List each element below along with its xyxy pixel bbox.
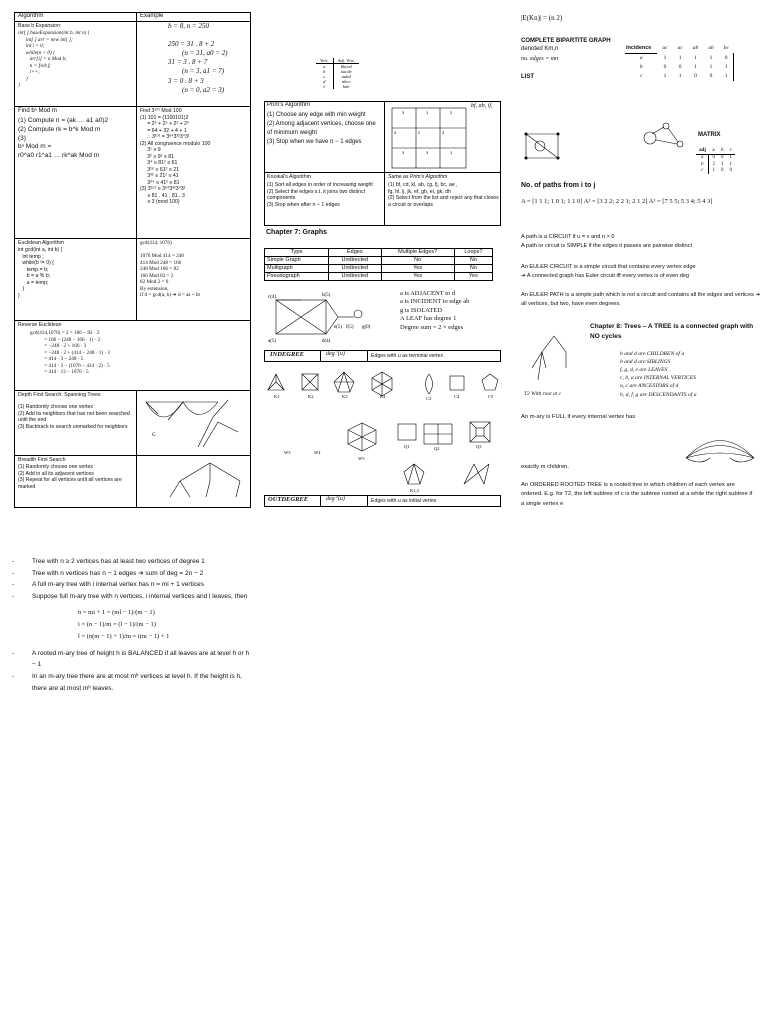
matrix-cell: 0 <box>712 155 715 161</box>
rooted-tree <box>524 330 584 395</box>
adj-row <box>316 84 359 89</box>
ordered-tree-text: An ORDERED ROOTED TREE is a rooted tree in which children of each vertex are ordered. E.g. for T2, the left subtree of c is the subtree rooted at a while the right subtree if a single vertex e <box>521 482 753 507</box>
find-bn-example: Find 3¹⁰¹ Mod 100 (1) 101 = (1100101)2 = 2⁶ + 2⁵ + 2² + 2⁰ = 64 + 32 + 4 + 1 ∴ 3¹⁰¹ = 3⁶⁴3³²3⁴3¹ (2) All congruence modulo 100 3¹ ≡ 9 3² ≡ 9² ≡ 81 3⁴ ≡ 81² ≡ 61 3¹⁶ ≡ 61² ≡ 21 3³² ≡ 21² ≡ 41 3⁶⁴ ≡ 41² ≡ 81 (3) 3¹⁰¹ ≡ 3⁶⁴3³²3⁴3¹ ≡ 81 . 41 . 81 . 3 ≡ 3 (mod 100) <box>140 108 211 205</box>
bfs-steps: (1) Randomly choose one vertex (2) Add in all its adjacent vertices (3) Repeat for all vertices until all vertices are marked <box>18 464 122 490</box>
header-example: Example <box>140 13 164 19</box>
outdegree-sym: deg⁺(u) <box>326 496 345 502</box>
prims-row-rule <box>264 172 501 173</box>
incidence-cell: 1 <box>678 54 682 61</box>
adj-neighbors: bde <box>342 84 350 89</box>
row-rule-1 <box>14 106 251 107</box>
euclidean-example: gcd(414, 1076) 1076 Mod 414 = 248 414 Mod 248 = 166 248 Mod 166 = 82 166 Mod 82 = 2 82 Mod 2 = 0 By extension, if d = gcd(a, b) ➔ d = as + bt <box>140 240 200 298</box>
svg-text:3: 3 <box>426 150 429 155</box>
graph-shape-label: K4 <box>380 394 386 399</box>
adj-neighbors: abce <box>341 79 351 84</box>
svg-text:2: 2 <box>418 130 421 135</box>
adj-vertex: b <box>316 69 333 74</box>
adj-vertex: c <box>316 74 333 79</box>
find-bn-title: Find bⁿ Mod m <box>18 108 57 114</box>
svg-text:1: 1 <box>450 150 453 155</box>
matrix-cell: 1 <box>729 161 732 167</box>
indegree-div2 <box>367 350 368 362</box>
adj-header-vert: Vert. <box>316 58 333 64</box>
bipartite-edges: no. edges = mn <box>521 56 559 62</box>
bipartite-sub: denoted Km,n <box>521 46 559 52</box>
svg-text:3: 3 <box>402 150 405 155</box>
euclidean-title: Euclidean Algorithm <box>18 240 64 246</box>
svg-text:3: 3 <box>442 130 445 135</box>
graph-type-row <box>265 256 493 264</box>
degree-vertex-label: f(5) <box>346 325 354 330</box>
graph-type-cell: Undirected <box>329 256 381 264</box>
indegree-desc: Edges with u as terminal vertex <box>371 353 444 359</box>
dfs-title: Depth First Search: Spanning Trees <box>18 392 101 398</box>
incidence-cell: a <box>639 54 643 61</box>
header-algorithm: Algorithm <box>18 13 44 19</box>
matrix-cell: 2 <box>712 161 715 167</box>
outdegree-div2 <box>367 495 368 507</box>
incidence-cell: 1 <box>663 54 667 61</box>
base-expansion-example: b = 8, n = 250 250 = 31 . 8 + 2 (n = 31, a0 = 2) 31 = 3 . 8 + 7 (n = 3, a1 = 7) 3 = 0 . 8 + 3 (n = 0, a2 = 3) <box>168 22 228 94</box>
kruskal-steps: (1) Sort all edges in order of increasing weight (2) Select the edges s.t. it joins two distinct components (3) Stop when after n − 1 edges <box>267 182 373 208</box>
incidence-cell: 1 <box>663 72 667 79</box>
bottom-list-item: - In an m-ary tree there are at most mʰ vertices at level h. If the height is h, there are at most mʰ leaves. <box>12 671 252 694</box>
incidence-cell: 1 <box>694 63 697 70</box>
incidence-cell: c <box>639 72 643 79</box>
indegree-label: INDEGREE <box>270 351 304 358</box>
indegree-sym: deg⁻(u) <box>326 351 345 357</box>
bottom-notes <box>12 556 252 695</box>
incidence-cell: 0 <box>709 72 713 79</box>
adjacency-list <box>316 58 359 89</box>
row-rule-2 <box>14 238 251 239</box>
same-as-prims-title: Same as Prim's Algorithm <box>388 174 448 180</box>
paths-title: No. of paths from i to j <box>521 182 596 189</box>
matrix-cell: 0 <box>729 167 732 173</box>
bottom-list-item: - A full m-ary tree with i internal vertex has n = mi + 1 vertices <box>12 579 252 591</box>
find-bn-steps: (1) Compute n = (ak … a1 a0)2 (2) Compute rk = b^k Mod m (3) bⁿ Mod m = r0^a0 r1^a1 … rk^ak Mod m <box>18 117 109 160</box>
adj-vertex: a <box>316 64 333 70</box>
adj-neighbors: aabd <box>341 74 351 79</box>
incidence-cell: 1 <box>678 72 682 79</box>
graph-shape-label: K3 <box>342 394 348 399</box>
svg-text:2: 2 <box>450 110 453 115</box>
degree-notes: a is ADJACENT to d a is INCIDENT to edge ab g is ISOLATED A LEAF has degree 1 Degree sum = 2 × edges <box>400 290 470 331</box>
incidence-header: ac <box>662 45 668 52</box>
graph-shape-label: Q3 <box>476 444 482 449</box>
paths-formula-text: A = [1 1 1; 1 0 1; 1 1 0] A² = [3 2 2; 2 2 1; 2 1 2] A³ = [7 5 5; 5 3 4; 5 4 3] <box>521 198 713 205</box>
row-rule-5 <box>14 455 251 456</box>
incidence-header: ab <box>692 45 699 52</box>
col1-divider-lower <box>136 390 137 508</box>
incidence-label: incidence <box>625 44 657 53</box>
prims-result: bf, ab, if, <box>471 103 493 109</box>
dfs-steps: (1) Randomly choose one vertex (2) Add its neighbors that has not been searched until the end (3) Backtrack to search unmarked for neighbors <box>18 404 130 430</box>
bottom-list <box>12 556 252 603</box>
graph-types-header: Multiple Edges? <box>381 249 454 257</box>
graph-types-header: Type <box>265 249 329 257</box>
degree-vertex-label: c(4) <box>268 295 277 300</box>
degree-vertex-label: d(4) <box>322 339 331 344</box>
special-graphs <box>264 368 504 498</box>
adj-neighbors: aacde <box>340 69 352 74</box>
matrix-cell: 1 <box>720 161 724 167</box>
directed-graph <box>640 118 690 158</box>
degree-vertex-label: e(5) <box>334 325 343 330</box>
graph-type-cell: No <box>381 256 454 264</box>
adj-header-adj: Adj. Vert. <box>333 58 359 64</box>
bottom-list-item: - Tree with n vertices has n − 1 edges ➔ sum of deg = 2n − 2 <box>12 568 252 580</box>
graph-shape-label: Q1 <box>404 444 410 449</box>
graph-type-row <box>265 272 493 280</box>
graph-shape-label: C4 <box>454 394 460 399</box>
incidence-cell: 1 <box>709 63 713 70</box>
bottom-list-item: - Tree with n ≥ 2 vertices has at least two vertices of degree 1 <box>12 556 252 568</box>
matrix-cell: b <box>696 162 709 168</box>
graph-type-cell: Multigraph <box>265 264 329 272</box>
matrix-cell: 1 <box>712 167 715 173</box>
incidence-cell: 1 <box>694 54 697 61</box>
kruskal-title: Kruskal's Algorithm <box>267 174 311 180</box>
graph-types-header: Loops? <box>454 249 492 257</box>
matrix-header: c <box>726 148 735 155</box>
reverse-euclidean-lines: gcd(414,1076) = 2 = 166 − 82 · 2 = 166 − (248 − 166 · 1) · 2 = −248 · 2 + 166 · 3 = −248 · 2 + (414 − 248 · 1) · 3 = 414 · 3 − 248 · 5 = 414 · 3 − (1076 − 414 · 2) · 5 = 414 · 13 − 1076 · 5 <box>30 330 110 375</box>
degree-vertex-label: b(5) <box>322 293 331 298</box>
edge-count: |E(Kn)| = (n 2) <box>521 14 563 22</box>
graph-shape-label: Q2 <box>434 446 440 451</box>
svg-text:1: 1 <box>426 110 429 115</box>
graph-type-cell: No <box>454 256 492 264</box>
base-expansion-code: int[ ] baseExpansion(int b, int n) { int[ ] arr = new int[ ]; int i = 0; while(n > 0) { arr[i] = n Mod b; n = ⌊n/b⌋; i++; } } <box>18 30 90 88</box>
incidence-row <box>625 63 734 72</box>
graph-shape-label: K1 <box>274 394 280 399</box>
euler-circuit-text: An EULER CIRCUIT is a simple circuit that contains every vertex edge ➔ A connected graph has Euler circuit iff every vertex is of even deg <box>521 264 696 279</box>
graph-shape-label: K2,3 <box>410 488 419 493</box>
incidence-cell: 0 <box>663 63 667 70</box>
adj-neighbors: bbced <box>340 64 352 69</box>
bottom-list-2 <box>12 648 252 695</box>
matrix-cell: 0 <box>720 155 724 161</box>
graph-shape-label: W5 <box>358 456 365 461</box>
matrix-header: a <box>709 148 718 155</box>
prims-graph <box>388 104 470 172</box>
matrix-header: adj <box>696 148 709 155</box>
incidence-cell: 0 <box>678 63 682 70</box>
matrix-header: b <box>718 148 727 155</box>
incidence-cell: 0 <box>719 53 734 62</box>
prims-steps: (1) Choose any edge with min weight (2) Among adjacent vertices, choose one of minimum weight (3) Stop when we have n − 1 edges <box>267 112 376 145</box>
chapter7-title: Chapter 7: Graphs <box>266 229 328 236</box>
matrix-cell: 0 <box>720 167 724 173</box>
paths-formula <box>521 198 712 205</box>
adj-vertex: d <box>316 79 333 84</box>
degree-vertex-label: a(5) <box>268 339 277 344</box>
matrix-label: MATRIX <box>698 132 721 138</box>
outdegree-div1 <box>320 495 321 507</box>
svg-text:4: 4 <box>394 130 397 135</box>
same-as-prims-steps: (1) bf, cd, kl, ab, cg, fj, bc, ae , fg, hl, ij, jk, ef, gh, ei, gk, dh (2) Select from the list and reject any that closes a circuit or overlaps <box>388 182 499 208</box>
graph-shape-label: K2 <box>308 394 314 399</box>
row-rule-3 <box>14 320 251 321</box>
prims-divider <box>384 101 385 226</box>
graph-type-cell: No <box>454 264 492 272</box>
degree-graph <box>266 290 391 345</box>
bipartite-title: COMPLETE BIPARTITE GRAPH <box>521 38 611 44</box>
incidence-row <box>625 53 734 62</box>
row-rule-4 <box>14 390 251 391</box>
bipartite-graph <box>520 126 565 166</box>
graph-type-cell: Simple Graph <box>265 256 329 264</box>
incidence-cell: b <box>639 63 643 70</box>
graph-shape-label: W3 <box>284 450 291 455</box>
outdegree-label: OUTDEGREE <box>268 496 309 503</box>
incidence-header: bc <box>723 45 729 52</box>
incidence-table <box>625 44 734 81</box>
graph-type-cell: Pseudograph <box>265 272 329 280</box>
graph-type-cell: Yes <box>381 272 454 280</box>
matrix-row <box>696 168 735 174</box>
graph-shape-label: C5 <box>488 394 494 399</box>
graph-shape-label: W4 <box>314 450 321 455</box>
degree-vertex-label: g(0) <box>362 325 371 330</box>
graph-types-table <box>264 248 493 281</box>
chapter8-title: Chapter 8: Trees – A TREE is a connected graph with NO cycles <box>590 323 754 340</box>
euler-path-text: An EULER PATH is a simple path which is not a circuit and contains all the edges and vertices ➔ all vertices, but two, have even degrees. <box>521 292 761 307</box>
indegree-div1 <box>320 350 321 362</box>
matrix-cell: 1 <box>729 155 732 161</box>
tree-notes: b and d are CHILDREN of a b and d are SIBLINGS f, g, d, e are LEAVES c, b, a are INTERNAL VERTICES a, c are ANCESTORS of d b, d, f, g are DESCENDANTS of a <box>620 351 697 398</box>
incidence-row <box>625 72 734 81</box>
matrix-cell: a <box>696 155 709 162</box>
bottom-list-item: - Suppose full m-ary tree with n vertices, i internal vertices and l leaves, then <box>12 591 252 603</box>
tree-caption: T2 With root at c <box>524 391 562 397</box>
tree-formulas: n = mi + 1 = (ml − 1)/(m − 1) i = (n − 1)/m = (l − 1)/(m − 1) l = (n(m − 1) + 1)/m = i(m − 1) + 1 <box>78 608 170 641</box>
outdegree-desc: Edges with u as initial vertex <box>371 498 437 504</box>
incidence-cell: 0 <box>694 72 697 79</box>
incidence-cell: 1 <box>719 72 734 81</box>
graph-types-header: Edges <box>329 249 381 257</box>
dfs-graph <box>138 392 253 454</box>
matrix-cell: c <box>696 168 709 174</box>
incidence-cell: 1 <box>709 54 713 61</box>
graph-type-cell: Yes <box>381 264 454 272</box>
list-label: LIST <box>521 74 534 80</box>
graph-shape-label: C3 <box>426 396 432 401</box>
euclidean-code: int gcd(int a, int b) { int temp ; while(b != 0) { temp = b; b = a % b; a = temp; } } <box>18 247 63 299</box>
bfs-tree <box>140 457 250 507</box>
tree-diagram-arcs <box>680 428 760 468</box>
incidence-header: ac <box>677 45 683 52</box>
base-expansion-title: Base b Expansion: <box>18 23 62 29</box>
mary-text-2: exactly m children. <box>521 464 570 470</box>
prims-title: Prim's Algorithm <box>267 102 311 108</box>
adj-vertex: e <box>316 84 333 89</box>
bfs-title: Breadth First Search <box>18 457 66 463</box>
circuit-text: A path is a CIRCUIT if u = v and n > 0 A path or circuit is SIMPLE if the edges it passes are pairwise distinct <box>521 234 692 249</box>
graph-type-cell: Undirected <box>329 272 381 280</box>
incidence-cell: 1 <box>719 63 734 72</box>
adjacency-matrix <box>696 148 735 174</box>
mary-text: An m-ary is FULL if every internal vertex has <box>521 414 636 420</box>
graph-type-row <box>265 264 493 272</box>
incidence-header: ab <box>708 45 714 52</box>
graph-type-cell: Yes <box>454 272 492 280</box>
graph-type-cell: Undirected <box>329 264 381 272</box>
reverse-euclidean-title: Reverse Euclidean <box>18 322 62 328</box>
col1-divider <box>136 12 137 320</box>
svg-text:3: 3 <box>402 110 405 115</box>
dfs-graph-label: G <box>152 433 156 438</box>
matrix-row <box>696 155 735 162</box>
bottom-list-item: - A rooted m-ary tree of height h is BALANCED if all leaves are at level h or h − 1 <box>12 648 252 671</box>
